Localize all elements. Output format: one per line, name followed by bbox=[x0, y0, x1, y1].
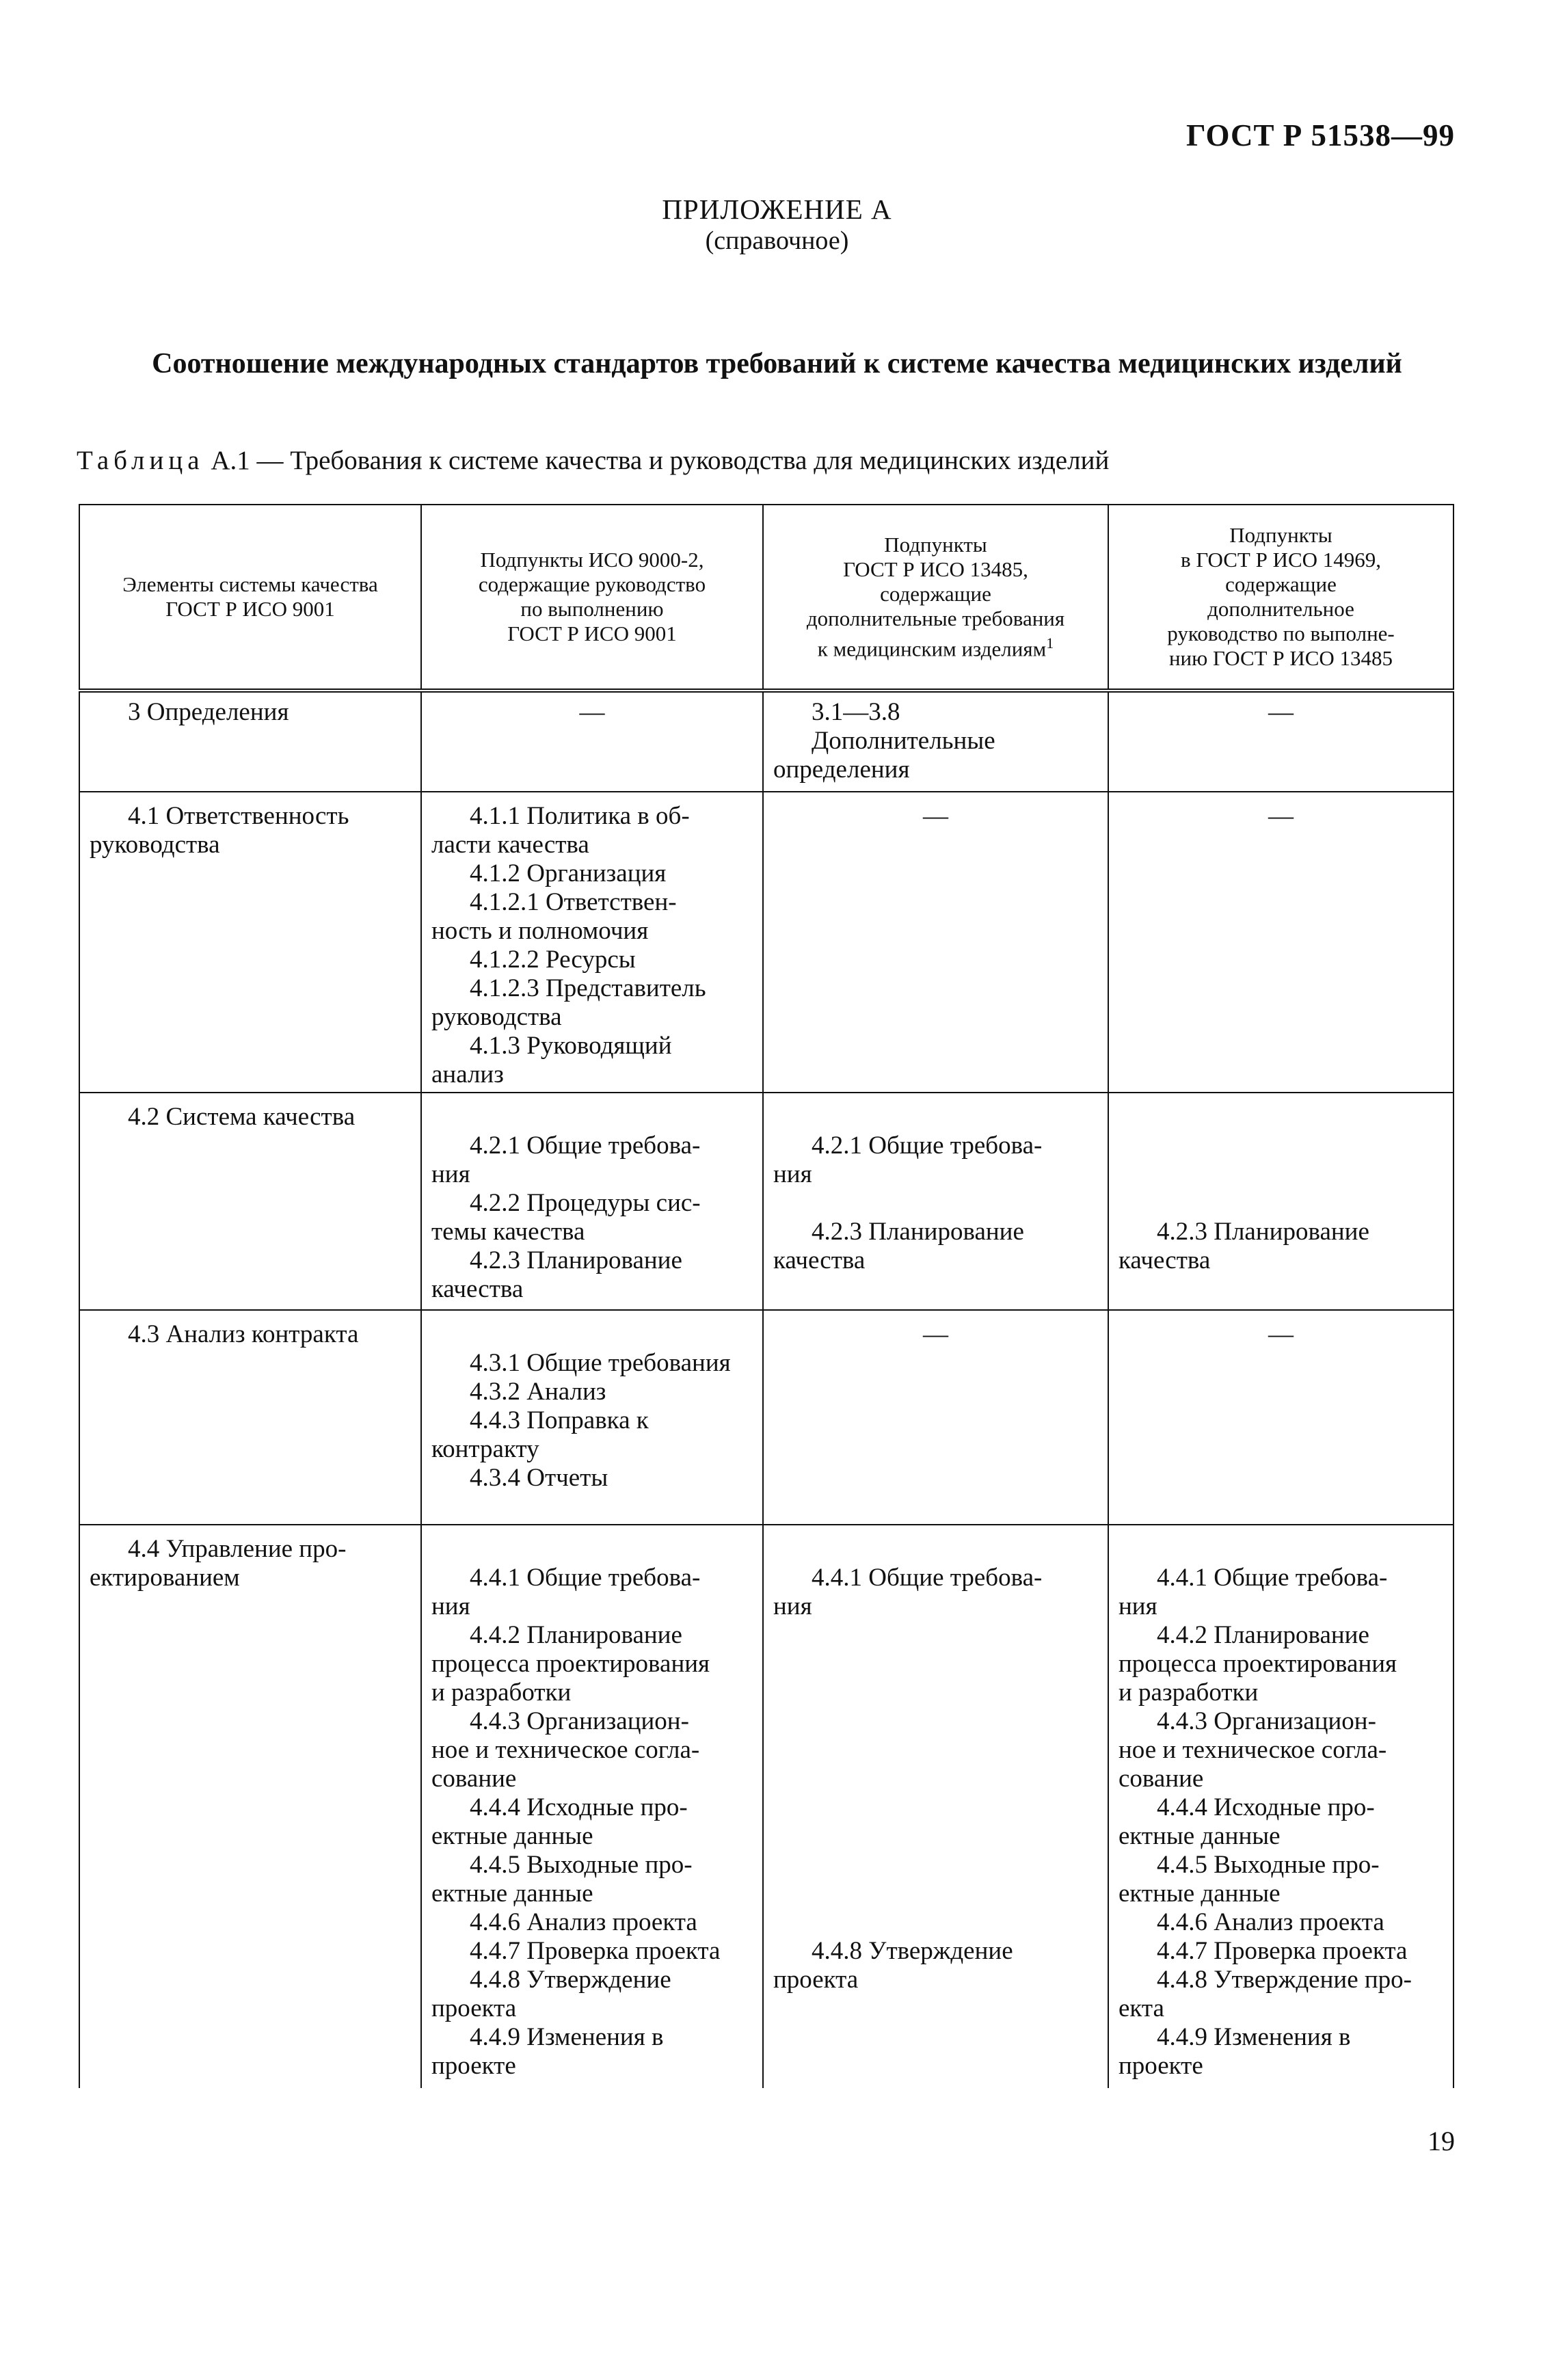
spacer bbox=[773, 1189, 1098, 1218]
table-cell bbox=[1108, 1525, 1453, 2088]
cell-line: 4.1.2 Организация bbox=[470, 859, 667, 887]
cell-line: качества bbox=[773, 1246, 866, 1274]
header-line: содержащие руководство bbox=[478, 572, 706, 596]
table-row bbox=[79, 691, 1453, 792]
spacer bbox=[1118, 1132, 1443, 1160]
table-cell bbox=[79, 691, 421, 792]
cell-line: и разработки bbox=[431, 1679, 572, 1707]
cell-line: 4.1.2.2 Ресурсы bbox=[470, 946, 636, 974]
cell-line: 4.4.4 Исходные про- bbox=[1157, 1793, 1375, 1821]
table-caption-prefix: Таблица bbox=[77, 446, 204, 475]
spacer bbox=[773, 1908, 1098, 1937]
cell-line: 4.4.8 Утверждение bbox=[470, 1966, 671, 1994]
cell-line: 4.1.3 Руководящий bbox=[470, 1032, 672, 1060]
cell-line: 4.4 Управление про- bbox=[128, 1535, 347, 1563]
spacer bbox=[773, 1793, 1098, 1822]
table-cell bbox=[421, 691, 763, 792]
spacer bbox=[1118, 1189, 1443, 1218]
table-row bbox=[79, 1310, 1453, 1525]
spacer bbox=[773, 1621, 1098, 1650]
header-line: дополнительные требования bbox=[806, 606, 1065, 630]
cell-line: 4.4.3 Организацион- bbox=[470, 1707, 689, 1735]
table-cell bbox=[421, 1310, 763, 1525]
cell-line: 4.1.1 Политика в об- bbox=[470, 802, 690, 830]
cell-line: 4.4.2 Планирование bbox=[1157, 1621, 1369, 1649]
cell-line: 4.1.2.1 Ответствен- bbox=[470, 888, 677, 916]
header-line bbox=[769, 631, 1102, 661]
spacer bbox=[773, 1679, 1098, 1707]
header-col-2 bbox=[421, 505, 763, 691]
cell-line: 4.4.7 Проверка проекта bbox=[470, 1937, 721, 1965]
spacer bbox=[773, 1822, 1098, 1851]
cell-line: ния bbox=[773, 1160, 812, 1188]
spacer bbox=[1118, 1160, 1443, 1189]
footnote-marker: 1 bbox=[1046, 634, 1054, 652]
cell-line: 4.2.3 Планирование bbox=[470, 1246, 682, 1274]
cell-line: ектные данные bbox=[1118, 1822, 1281, 1850]
page-number: 19 bbox=[1428, 2126, 1455, 2156]
table-cell bbox=[763, 1310, 1108, 1525]
cell-line: 4.3.2 Анализ bbox=[470, 1378, 606, 1406]
cell-line: 4.4.1 Общие требова- bbox=[812, 1564, 1043, 1592]
cell-line: 4.2 Система качества bbox=[128, 1103, 356, 1131]
document-code: ГОСТ Р 51538—99 bbox=[1185, 118, 1455, 152]
table-row bbox=[79, 1525, 1453, 2088]
cell-line: ность и полномочия bbox=[431, 917, 649, 945]
header-line: Подпункты ИСО 9000-2, bbox=[480, 548, 704, 572]
cell-line: 4.4.6 Анализ проекта bbox=[470, 1908, 697, 1936]
table-cell bbox=[421, 1093, 763, 1310]
cell-line: и разработки bbox=[1118, 1679, 1259, 1707]
table-cell bbox=[79, 1525, 421, 2088]
table-cell bbox=[79, 1310, 421, 1525]
cell-line: 3 Определения bbox=[128, 698, 289, 726]
spacer bbox=[773, 1851, 1098, 1880]
cell-line: 4.2.2 Процедуры сис- bbox=[470, 1189, 701, 1217]
header-col-3 bbox=[763, 505, 1108, 691]
spacer bbox=[431, 1535, 753, 1564]
header-line: Подпункты bbox=[1229, 523, 1332, 547]
table-cell bbox=[1108, 691, 1453, 792]
cell-line: проекта bbox=[431, 1994, 517, 2022]
cell-line: — bbox=[1268, 698, 1294, 726]
cell-line: 4.1 Ответственность bbox=[128, 802, 349, 830]
cell-line: 4.4.5 Выходные про- bbox=[470, 1851, 693, 1879]
table-cell bbox=[763, 691, 1108, 792]
header-line: руководство по выполне- bbox=[1167, 621, 1395, 645]
cell-line: 4.1.2.3 Представитель bbox=[470, 974, 706, 1002]
cell-line: ния bbox=[773, 1592, 812, 1620]
cell-line: руководства bbox=[90, 831, 220, 859]
spacer bbox=[1118, 1535, 1443, 1564]
spacer bbox=[773, 1707, 1098, 1736]
cell-line: 4.2.1 Общие требова- bbox=[470, 1132, 701, 1160]
header-line: содержащие bbox=[880, 581, 991, 606]
spacer bbox=[1118, 1103, 1443, 1132]
header-line: ГОСТ Р ИСО 9001 bbox=[507, 621, 677, 645]
requirements-table bbox=[79, 504, 1454, 2088]
header-line: в ГОСТ Р ИСО 14969, bbox=[1180, 548, 1382, 572]
cell-line: 4.4.7 Проверка проекта bbox=[1157, 1937, 1408, 1965]
header-col-1 bbox=[79, 505, 421, 691]
cell-line: 3.1—3.8 bbox=[812, 698, 900, 726]
table-cell bbox=[1108, 792, 1453, 1093]
cell-line: 4.4.9 Изменения в bbox=[470, 2023, 664, 2051]
cell-line: 4.3.1 Общие требования bbox=[470, 1349, 731, 1377]
appendix-title: ПРИЛОЖЕНИЕ А bbox=[662, 193, 892, 225]
table-cell bbox=[763, 1525, 1108, 2088]
cell-line: екта bbox=[1118, 1994, 1164, 2022]
header-line: Подпункты bbox=[884, 532, 987, 557]
spacer bbox=[431, 1103, 753, 1132]
cell-line: — bbox=[1268, 802, 1294, 830]
cell-line: — bbox=[1268, 1320, 1294, 1348]
cell-line: 4.2.3 Планирование bbox=[812, 1218, 1024, 1246]
cell-line: ектные данные bbox=[431, 1822, 593, 1850]
cell-line: качества bbox=[431, 1275, 524, 1303]
cell-line: 4.3.4 Отчеты bbox=[470, 1464, 608, 1492]
cell-line: качества bbox=[1118, 1246, 1211, 1274]
table-cell bbox=[763, 1093, 1108, 1310]
cell-line: Дополнительные bbox=[812, 727, 995, 755]
cell-line: сование bbox=[431, 1765, 517, 1793]
cell-line: проекте bbox=[1118, 2052, 1203, 2080]
cell-line: — bbox=[579, 698, 605, 726]
cell-line: 4.4.1 Общие требова- bbox=[1157, 1564, 1388, 1592]
cell-line: ное и техническое согла- bbox=[1118, 1736, 1387, 1764]
table-cell bbox=[1108, 1093, 1453, 1310]
spacer bbox=[431, 1320, 753, 1349]
cell-line: ектированием bbox=[90, 1564, 240, 1592]
cell-line: ния bbox=[1118, 1592, 1157, 1620]
cell-line: 4.4.2 Планирование bbox=[470, 1621, 682, 1649]
spacer bbox=[773, 1535, 1098, 1564]
cell-line: 4.2.3 Планирование bbox=[1157, 1218, 1369, 1246]
cell-line: ектные данные bbox=[1118, 1880, 1281, 1908]
cell-line: процесса проектирования bbox=[431, 1650, 710, 1678]
header-line: ГОСТ Р ИСО 13485, bbox=[843, 557, 1028, 581]
table-row bbox=[79, 1093, 1453, 1310]
table-cell bbox=[79, 792, 421, 1093]
spacer bbox=[773, 1765, 1098, 1793]
table-cell bbox=[763, 792, 1108, 1093]
cell-line: ектные данные bbox=[431, 1880, 593, 1908]
table-caption bbox=[77, 445, 1109, 476]
cell-line: ное и техническое согла- bbox=[431, 1736, 700, 1764]
header-line: нию ГОСТ Р ИСО 13485 bbox=[1168, 646, 1393, 670]
cell-line: проекта bbox=[773, 1966, 859, 1994]
spacer bbox=[773, 1650, 1098, 1679]
cell-line: — bbox=[923, 1320, 948, 1348]
table-row bbox=[79, 792, 1453, 1093]
cell-line: 4.4.6 Анализ проекта bbox=[1157, 1908, 1384, 1936]
cell-line: 4.4.9 Изменения в bbox=[1157, 2023, 1351, 2051]
header-line: дополнительное bbox=[1207, 597, 1354, 621]
cell-line: 4.2.1 Общие требова- bbox=[812, 1132, 1043, 1160]
header-line: содержащие bbox=[1225, 572, 1337, 596]
cell-line: 4.4.8 Утверждение про- bbox=[1157, 1966, 1412, 1994]
cell-line: 4.4.5 Выходные про- bbox=[1157, 1851, 1380, 1879]
table-caption-text: А.1 — Требования к системе качества и руководства для медицинских изделий bbox=[204, 446, 1110, 475]
cell-line: ния bbox=[431, 1160, 470, 1188]
section-heading: Соотношение международных стандартов требований к системе качества медицинских изделий bbox=[152, 348, 1402, 379]
cell-line: анализ bbox=[431, 1060, 504, 1088]
cell-line: ласти качества bbox=[431, 831, 589, 859]
cell-line: 4.3 Анализ контракта bbox=[128, 1320, 359, 1348]
cell-line: контракту bbox=[431, 1435, 539, 1463]
table-cell bbox=[1108, 1310, 1453, 1525]
header-col-4 bbox=[1108, 505, 1453, 691]
cell-line: 4.4.3 Поправка к bbox=[470, 1406, 649, 1434]
cell-line: определения bbox=[773, 756, 910, 784]
table-cell bbox=[79, 1093, 421, 1310]
header-line-text: к медицинским изделиям bbox=[817, 637, 1047, 661]
cell-line: 4.4.3 Организацион- bbox=[1157, 1707, 1376, 1735]
cell-line: ния bbox=[431, 1592, 470, 1620]
table-cell bbox=[421, 792, 763, 1093]
table-header-row bbox=[79, 505, 1453, 691]
spacer bbox=[773, 1103, 1098, 1132]
cell-line: процесса проектирования bbox=[1118, 1650, 1397, 1678]
spacer bbox=[773, 1880, 1098, 1908]
cell-line: 4.4.8 Утверждение bbox=[812, 1937, 1013, 1965]
cell-line: проекте bbox=[431, 2052, 516, 2080]
cell-line: темы качества bbox=[431, 1218, 585, 1246]
table-cell bbox=[421, 1525, 763, 2088]
header-line: ГОСТ Р ИСО 9001 bbox=[165, 597, 335, 621]
header-line: Элементы системы качества bbox=[122, 572, 378, 596]
cell-line: руководства bbox=[431, 1003, 562, 1031]
spacer bbox=[773, 1736, 1098, 1765]
header-line: по выполнению bbox=[520, 597, 664, 621]
cell-line: — bbox=[923, 802, 948, 830]
cell-line: 4.4.1 Общие требова- bbox=[470, 1564, 701, 1592]
cell-line: сование bbox=[1118, 1765, 1204, 1793]
cell-line: 4.4.4 Исходные про- bbox=[470, 1793, 688, 1821]
appendix-subtitle: (справочное) bbox=[705, 226, 849, 255]
